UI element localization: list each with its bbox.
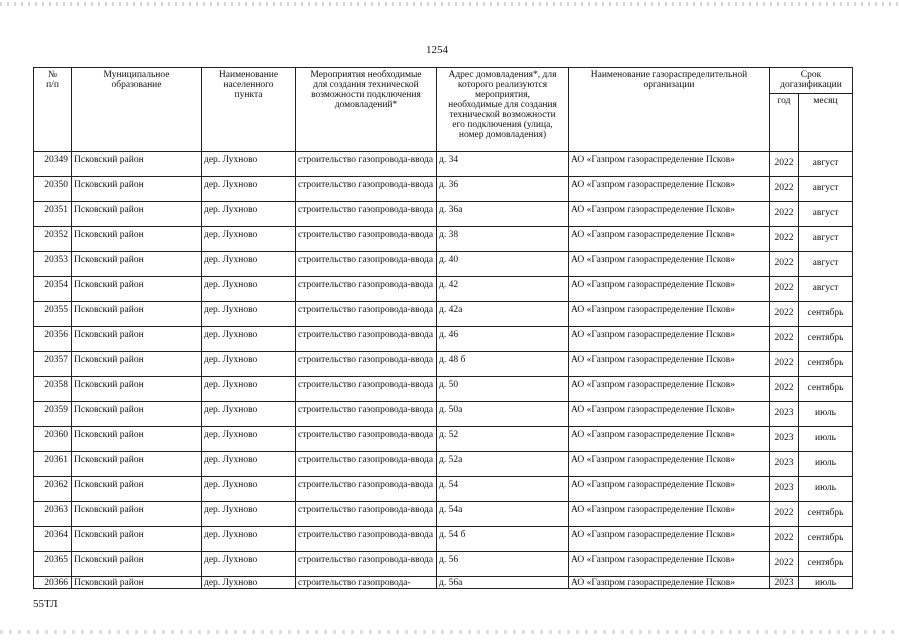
row-municipality: Псковский район [72,177,202,202]
row-year: 2022 [770,252,799,277]
table-row [34,452,853,477]
row-number: 20362 [34,477,72,502]
row-address: д. 48 б [437,352,569,377]
row-settlement: дер. Лухново [202,427,296,452]
row-municipality: Псковский район [72,477,202,502]
row-works: строительство газопровода-ввода [296,227,437,252]
row-number: 20351 [34,202,72,227]
row-address: д. 42 [437,277,569,302]
table-row [34,552,853,577]
table-row [34,477,853,502]
header-settlement: Наименование населенного пункта [202,68,296,152]
row-year: 2022 [770,277,799,302]
header-month: месяц [799,94,853,152]
row-municipality: Псковский район [72,577,202,589]
row-year: 2022 [770,152,799,177]
row-works: строительство газопровода- [296,577,437,589]
table-row [34,427,853,452]
row-year: 2022 [770,377,799,402]
row-settlement: дер. Лухново [202,402,296,427]
row-org: АО «Газпром газораспределение Псков» [569,427,770,452]
row-org: АО «Газпром газораспределение Псков» [569,252,770,277]
row-settlement: дер. Лухново [202,502,296,527]
table-row [34,277,853,302]
header-term: Срок догазификации [770,68,853,94]
row-month: сентябрь [799,327,853,352]
row-org: АО «Газпром газораспределение Псков» [569,477,770,502]
row-number: 20354 [34,277,72,302]
row-number: 20363 [34,502,72,527]
row-number: 20359 [34,402,72,427]
table-row [34,502,853,527]
row-year: 2022 [770,302,799,327]
row-month: сентябрь [799,377,853,402]
row-month: август [799,152,853,177]
row-year: 2023 [770,402,799,427]
row-municipality: Псковский район [72,302,202,327]
row-org: АО «Газпром газораспределение Псков» [569,202,770,227]
row-month: сентябрь [799,527,853,552]
row-settlement: дер. Лухново [202,527,296,552]
table-row [34,327,853,352]
row-month: сентябрь [799,302,853,327]
row-works: строительство газопровода-ввода [296,402,437,427]
row-month: август [799,227,853,252]
row-number: 20361 [34,452,72,477]
row-municipality: Псковский район [72,402,202,427]
row-address: д. 46 [437,327,569,352]
row-works: строительство газопровода-ввода [296,302,437,327]
row-municipality: Псковский район [72,377,202,402]
row-month: сентябрь [799,552,853,577]
row-works: строительство газопровода-ввода [296,502,437,527]
header-num: № п/п [34,68,72,152]
row-settlement: дер. Лухново [202,552,296,577]
row-municipality: Псковский район [72,552,202,577]
row-month: сентябрь [799,352,853,377]
row-address: д. 38 [437,227,569,252]
row-address: д. 50а [437,402,569,427]
table-row [34,527,853,552]
header-address: Адрес домовладения*, для которого реализуются мероприятия, необходимые для создания технической возможности его подключения (улица, номер домовладения) [437,68,569,152]
row-number: 20365 [34,552,72,577]
row-address: д. 52а [437,452,569,477]
row-settlement: дер. Лухново [202,152,296,177]
row-settlement: дер. Лухново [202,302,296,327]
row-works: строительство газопровода-ввода [296,277,437,302]
row-address: д. 54 [437,477,569,502]
row-settlement: дер. Лухново [202,177,296,202]
row-works: строительство газопровода-ввода [296,152,437,177]
row-municipality: Псковский район [72,427,202,452]
row-month: август [799,252,853,277]
row-month: август [799,177,853,202]
row-year: 2022 [770,527,799,552]
header-year: год [770,94,799,152]
row-month: июль [799,477,853,502]
row-municipality: Псковский район [72,327,202,352]
row-settlement: дер. Лухново [202,227,296,252]
row-month: июль [799,577,853,589]
row-number: 20364 [34,527,72,552]
row-number: 20353 [34,252,72,277]
row-org: АО «Газпром газораспределение Псков» [569,302,770,327]
row-works: строительство газопровода-ввода [296,527,437,552]
row-year: 2023 [770,427,799,452]
row-month: сентябрь [799,502,853,527]
row-org: АО «Газпром газораспределение Псков» [569,377,770,402]
row-year: 2022 [770,552,799,577]
header-municipality: Муниципальное образование [72,68,202,152]
table-row [34,302,853,327]
table-row [34,352,853,377]
row-settlement: дер. Лухново [202,352,296,377]
table-row [34,577,853,589]
row-address: д. 50 [437,377,569,402]
row-year: 2022 [770,202,799,227]
row-settlement: дер. Лухново [202,477,296,502]
row-org: АО «Газпром газораспределение Псков» [569,527,770,552]
row-number: 20349 [34,152,72,177]
row-year: 2023 [770,577,799,589]
row-municipality: Псковский район [72,152,202,177]
row-number: 20350 [34,177,72,202]
row-year: 2022 [770,502,799,527]
row-number: 20366 [34,577,72,589]
row-year: 2022 [770,352,799,377]
row-settlement: дер. Лухново [202,327,296,352]
row-address: д. 52 [437,427,569,452]
row-works: строительство газопровода-ввода [296,352,437,377]
row-org: АО «Газпром газораспределение Псков» [569,277,770,302]
row-address: д. 36а [437,202,569,227]
row-number: 20360 [34,427,72,452]
row-settlement: дер. Лухново [202,252,296,277]
row-municipality: Псковский район [72,352,202,377]
row-number: 20355 [34,302,72,327]
row-works: строительство газопровода-ввода [296,377,437,402]
table-row [34,202,853,227]
table-row [34,152,853,177]
row-address: д. 42а [437,302,569,327]
scan-noise-bottom [0,630,899,634]
row-org: АО «Газпром газораспределение Псков» [569,177,770,202]
row-municipality: Псковский район [72,202,202,227]
row-org: АО «Газпром газораспределение Псков» [569,552,770,577]
scan-noise-top [0,2,899,6]
table-row [34,252,853,277]
row-municipality: Псковский район [72,227,202,252]
row-year: 2023 [770,477,799,502]
row-month: июль [799,427,853,452]
row-address: д. 54 б [437,527,569,552]
row-settlement: дер. Лухново [202,452,296,477]
row-org: АО «Газпром газораспределение Псков» [569,152,770,177]
table-row [34,227,853,252]
table-row [34,177,853,202]
row-works: строительство газопровода-ввода [296,452,437,477]
row-org: АО «Газпром газораспределение Псков» [569,577,770,589]
row-month: июль [799,402,853,427]
table-row [34,377,853,402]
row-org: АО «Газпром газораспределение Псков» [569,352,770,377]
row-number: 20356 [34,327,72,352]
row-org: АО «Газпром газораспределение Псков» [569,452,770,477]
row-year: 2022 [770,327,799,352]
row-month: август [799,277,853,302]
row-works: строительство газопровода-ввода [296,427,437,452]
row-year: 2023 [770,452,799,477]
row-org: АО «Газпром газораспределение Псков» [569,502,770,527]
row-year: 2022 [770,227,799,252]
row-works: строительство газопровода-ввода [296,552,437,577]
row-org: АО «Газпром газораспределение Псков» [569,327,770,352]
row-org: АО «Газпром газораспределение Псков» [569,402,770,427]
row-year: 2022 [770,177,799,202]
row-municipality: Псковский район [72,452,202,477]
row-address: д. 36 [437,177,569,202]
row-number: 20357 [34,352,72,377]
row-works: строительство газопровода-ввода [296,327,437,352]
row-works: строительство газопровода-ввода [296,202,437,227]
row-address: д. 56а [437,577,569,589]
row-month: июль [799,452,853,477]
row-municipality: Псковский район [72,502,202,527]
row-number: 20352 [34,227,72,252]
row-works: строительство газопровода-ввода [296,177,437,202]
table-row [34,402,853,427]
page-number: 1254 [426,44,448,56]
row-municipality: Псковский район [72,277,202,302]
row-address: д. 56 [437,552,569,577]
row-works: строительство газопровода-ввода [296,252,437,277]
row-settlement: дер. Лухново [202,277,296,302]
row-settlement: дер. Лухново [202,377,296,402]
header-org: Наименование газораспределительной организации [569,68,770,152]
row-settlement: дер. Лухново [202,202,296,227]
sheet-code: 55ТЛ [33,598,58,610]
row-month: август [799,202,853,227]
row-settlement: дер. Лухново [202,577,296,589]
row-address: д. 54а [437,502,569,527]
row-works: строительство газопровода-ввода [296,477,437,502]
row-org: АО «Газпром газораспределение Псков» [569,227,770,252]
row-address: д. 34 [437,152,569,177]
row-municipality: Псковский район [72,527,202,552]
header-works: Мероприятия необходимые для создания технической возможности подключения домовладений* [296,68,437,152]
row-address: д. 40 [437,252,569,277]
row-number: 20358 [34,377,72,402]
gasification-table [33,67,853,589]
row-municipality: Псковский район [72,252,202,277]
